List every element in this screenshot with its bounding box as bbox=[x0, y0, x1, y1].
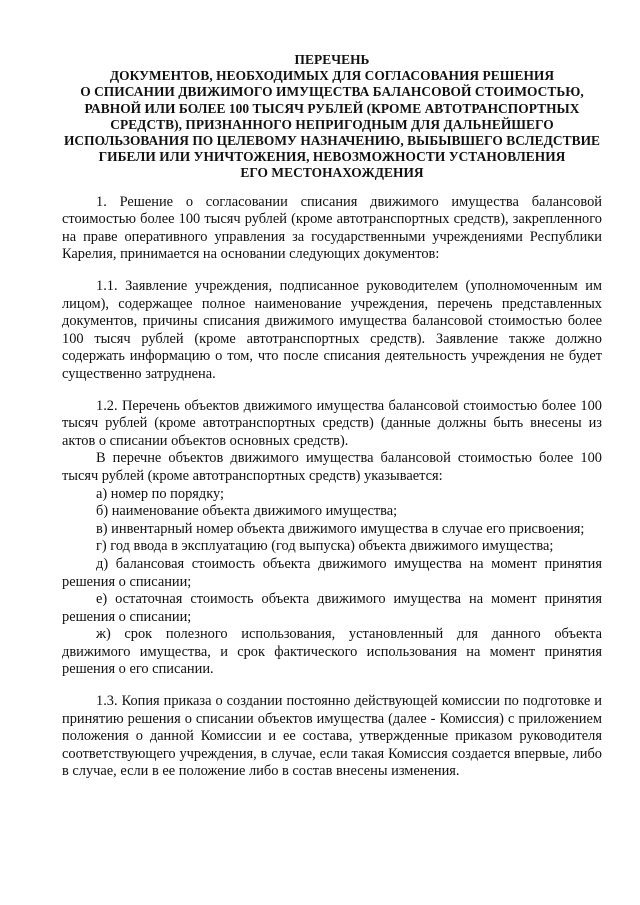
title-line: РАВНОЙ ИЛИ БОЛЕЕ 100 ТЫСЯЧ РУБЛЕЙ (КРОМЕ АВТОТРАНСПОРТНЫХ bbox=[84, 100, 580, 116]
title-line: ГИБЕЛИ ИЛИ УНИЧТОЖЕНИЯ, НЕВОЗМОЖНОСТИ УСТАНОВЛЕНИЯ bbox=[98, 149, 566, 165]
paragraph-1-2-list-intro: В перечне объектов движимого имущества балансовой стоимостью более 100 тысяч рублей (кроме автотранспортных средств) указывается: bbox=[62, 450, 602, 484]
list-item: а) номер по порядку; bbox=[96, 485, 225, 502]
paragraph-1: 1. Решение о согласовании списания движимого имущества балансовой стоимостью более 100 тысяч рублей (кроме автотранспортных средств), закрепленного на праве оперативного управления за государственными учреждениями Республики Карелия, принимается на основании следующих документов: bbox=[62, 193, 602, 263]
list-item: в) инвентарный номер объекта движимого имущества в случае его присвоения; bbox=[96, 520, 585, 537]
list-item: е) остаточная стоимость объекта движимого имущества на момент принятия решения о списании; bbox=[62, 591, 602, 625]
paragraph-1-2: 1.2. Перечень объектов движимого имущества балансовой стоимостью более 100 тысяч рублей (кроме автотранспортных средств) (данные должны быть внесены из актов о списании объектов основных средств). bbox=[62, 397, 602, 449]
title-line: ПЕРЕЧЕНЬ bbox=[294, 52, 370, 67]
title-line: ДОКУМЕНТОВ, НЕОБХОДИМЫХ ДЛЯ СОГЛАСОВАНИЯ РЕШЕНИЯ bbox=[109, 68, 555, 84]
title-line: СРЕДСТВ), ПРИЗНАННОГО НЕПРИГОДНЫМ ДЛЯ ДАЛЬНЕЙШЕГО bbox=[110, 116, 554, 132]
paragraph-1-3: 1.3. Копия приказа о создании постоянно действующей комиссии по подготовке и принятию решения о списании объектов имущества (далее - Комиссия) с приложением положения о данной Комиссии и ее состава, утвержденные приказом руководителя соответствующего учреждения, в случае, если такая Комиссия создается впервые, либо в случае, если в ее положение либо в состав внесены изменения. bbox=[62, 693, 602, 780]
list-item: г) год ввода в эксплуатацию (год выпуска) объекта движимого имущества; bbox=[96, 538, 554, 555]
document-title bbox=[62, 52, 602, 182]
title-line: ИСПОЛЬЗОВАНИЯ ПО ЦЕЛЕВОМУ НАЗНАЧЕНИЮ, ВЫБЫВШЕГО ВСЛЕДСТВИЕ bbox=[63, 133, 601, 149]
list-item: б) наименование объекта движимого имущества; bbox=[96, 503, 398, 520]
list-item: ж) срок полезного использования, установленный для данного объекта движимого имущества, и срок фактического использования на момент принятия решения о его списании. bbox=[62, 626, 602, 678]
title-line: ЕГО МЕСТОНАХОЖДЕНИЯ bbox=[240, 165, 424, 181]
title-line: О СПИСАНИИ ДВИЖИМОГО ИМУЩЕСТВА БАЛАНСОВОЙ СТОИМОСТЬЮ, bbox=[80, 84, 584, 100]
list-item: д) балансовая стоимость объекта движимого имущества на момент принятия решения о списании; bbox=[62, 555, 602, 590]
paragraph-1-1: 1.1. Заявление учреждения, подписанное руководителем (уполномоченным им лицом), содержащее полное наименование учреждения, перечень представленных документов, причины списания движимого имущества балансовой стоимостью более 100 тысяч рублей (кроме автотранспортных средств). Заявление также должно содержать информацию о том, что после списания деятельность учреждения не будет существенно затруднена. bbox=[62, 278, 602, 382]
